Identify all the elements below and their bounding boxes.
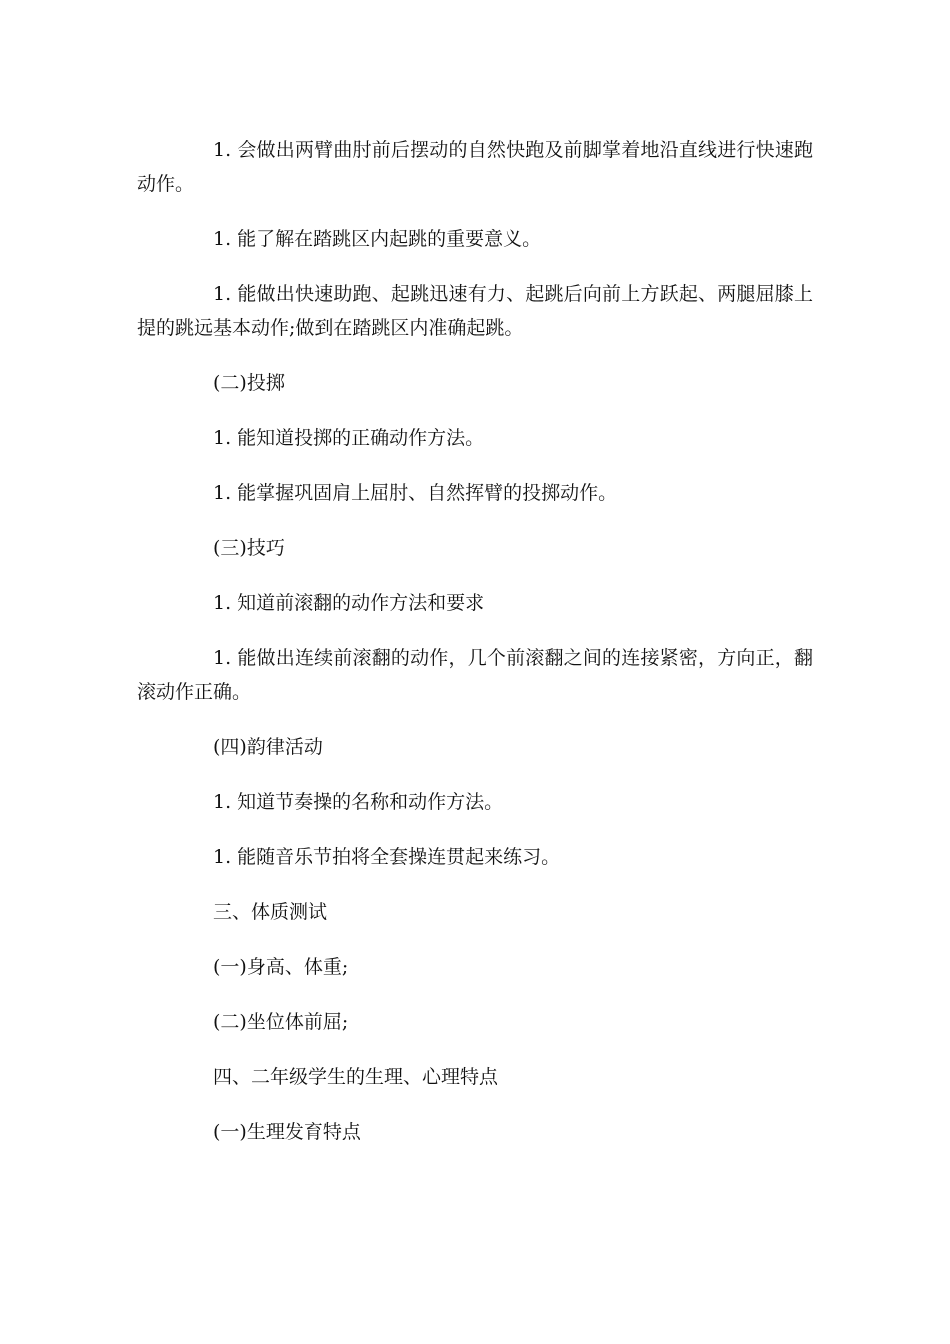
paragraph-throwing-action: 1. 能掌握巩固肩上屈肘、自然挥臂的投掷动作。 <box>213 482 618 504</box>
paragraph-forward-roll-method: 1. 知道前滚翻的动作方法和要求 <box>213 592 485 614</box>
paragraph-long-jump-action: 1. 能做出快速助跑、起跳迅速有力、起跳后向前上方跃起、两腿屈膝上提的跳远基本动作;做到在踏跳区内准确起跳。 <box>137 283 813 339</box>
paragraph-rhythm-practice: 1. 能随音乐节拍将全套操连贯起来练习。 <box>213 846 561 868</box>
paragraph-rhythm-exercise-name: 1. 知道节奏操的名称和动作方法。 <box>213 791 504 813</box>
document-body <box>137 133 813 1170</box>
section-heading-rhythm: (四)韵律活动 <box>213 736 323 758</box>
section-heading-student-traits: 四、二年级学生的生理、心理特点 <box>213 1066 499 1088</box>
paragraph-running-goal: 1. 会做出两臂曲肘前后摆动的自然快跑及前脚掌着地沿直线进行快速跑动作。 <box>137 139 813 195</box>
section-heading-skills: (三)技巧 <box>213 537 285 559</box>
section-heading-fitness-test: 三、体质测试 <box>213 901 328 923</box>
list-item-sit-and-reach: (二)坐位体前屈; <box>213 1011 349 1033</box>
paragraph-jump-significance: 1. 能了解在踏跳区内起跳的重要意义。 <box>213 228 542 250</box>
paragraph-throwing-method: 1. 能知道投掷的正确动作方法。 <box>213 427 485 449</box>
section-heading-throwing: (二)投掷 <box>213 372 285 394</box>
list-item-height-weight: (一)身高、体重; <box>213 956 349 978</box>
subsection-heading-physiology: (一)生理发育特点 <box>213 1121 361 1143</box>
paragraph-forward-roll-action: 1. 能做出连续前滚翻的动作，几个前滚翻之间的连接紧密，方向正，翻滚动作正确。 <box>137 647 813 703</box>
